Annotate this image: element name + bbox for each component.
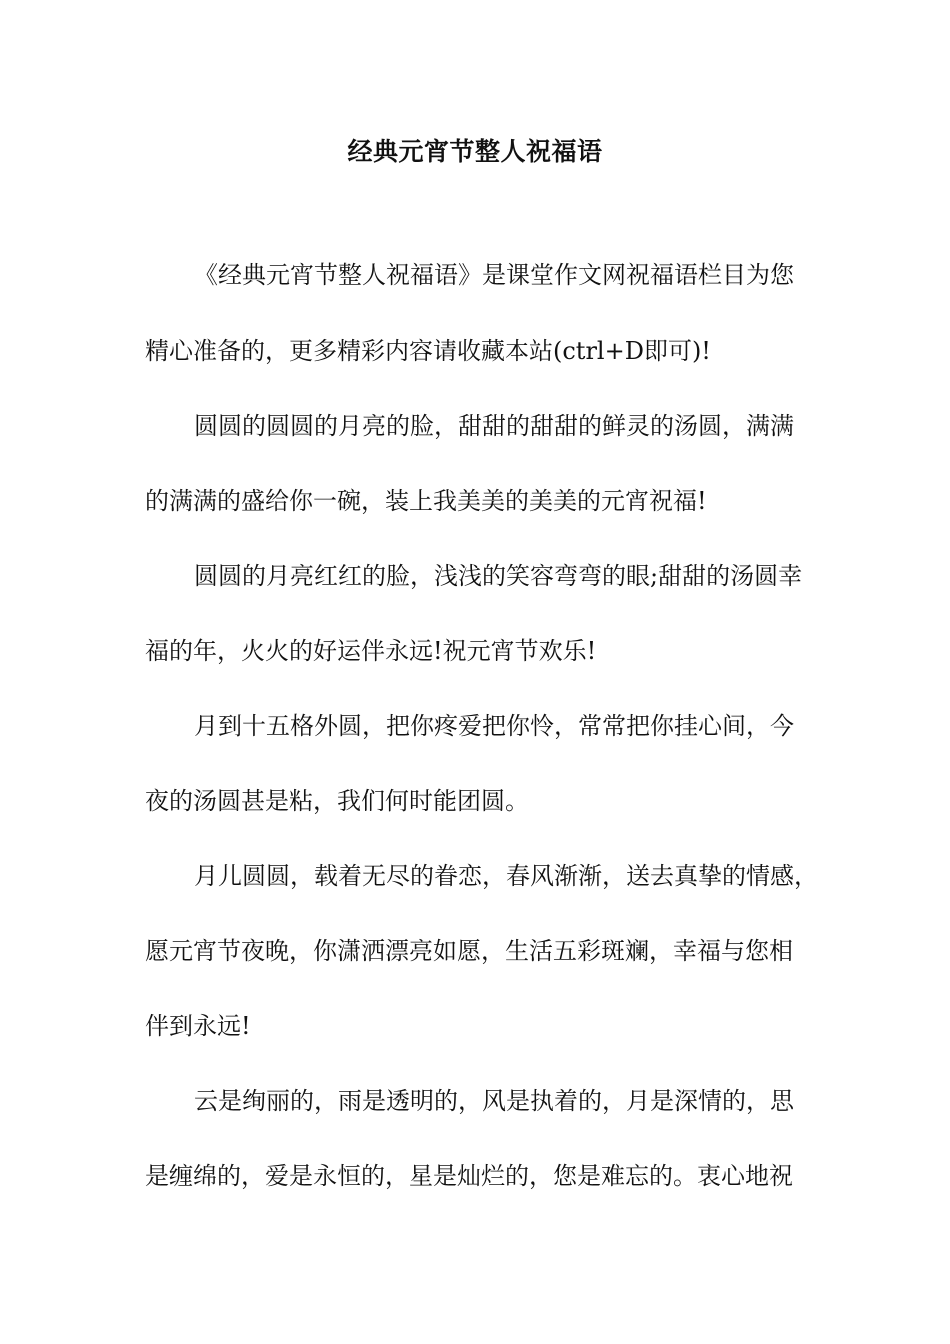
paragraph-1-line-1: 《经典元宵节整人祝福语》是课堂作文网祝福语栏目为您 [194, 261, 794, 289]
paragraph-2-line-2: 的满满的盛给你一碗，装上我美美的美美的元宵祝福! [145, 487, 707, 515]
paragraph-6-line-2: 是缠绵的，爱是永恒的，星是灿烂的，您是难忘的。衷心地祝 [145, 1162, 793, 1190]
document-title: 经典元宵节整人祝福语 [347, 137, 603, 166]
paragraph-6-line-1: 云是绚丽的，雨是透明的，风是执着的，月是深情的，思 [194, 1087, 794, 1115]
paragraph-4-line-2: 夜的汤圆甚是粘，我们何时能团圆。 [145, 787, 529, 815]
paragraph-4-line-1: 月到十五格外圆，把你疼爱把你怜，常常把你挂心间，今 [194, 712, 794, 740]
paragraph-5-line-3: 伴到永远! [145, 1012, 251, 1040]
paragraph-5-line-1: 月儿圆圆，载着无尽的眷恋，春风渐渐，送去真挚的情感， [194, 862, 818, 890]
paragraph-5-line-2: 愿元宵节夜晚，你潇洒漂亮如愿，生活五彩斑斓，幸福与您相 [145, 937, 793, 965]
paragraph-1-line-2: 精心准备的，更多精彩内容请收藏本站(ctrl+D即可)! [145, 337, 711, 365]
paragraph-3-line-1: 圆圆的月亮红红的脸，浅浅的笑容弯弯的眼;甜甜的汤圆幸 [194, 562, 803, 590]
paragraph-2-line-1: 圆圆的圆圆的月亮的脸，甜甜的甜甜的鲜灵的汤圆，满满 [194, 412, 794, 440]
paragraph-3-line-2: 福的年，火火的好运伴永远!祝元宵节欢乐! [145, 637, 597, 665]
